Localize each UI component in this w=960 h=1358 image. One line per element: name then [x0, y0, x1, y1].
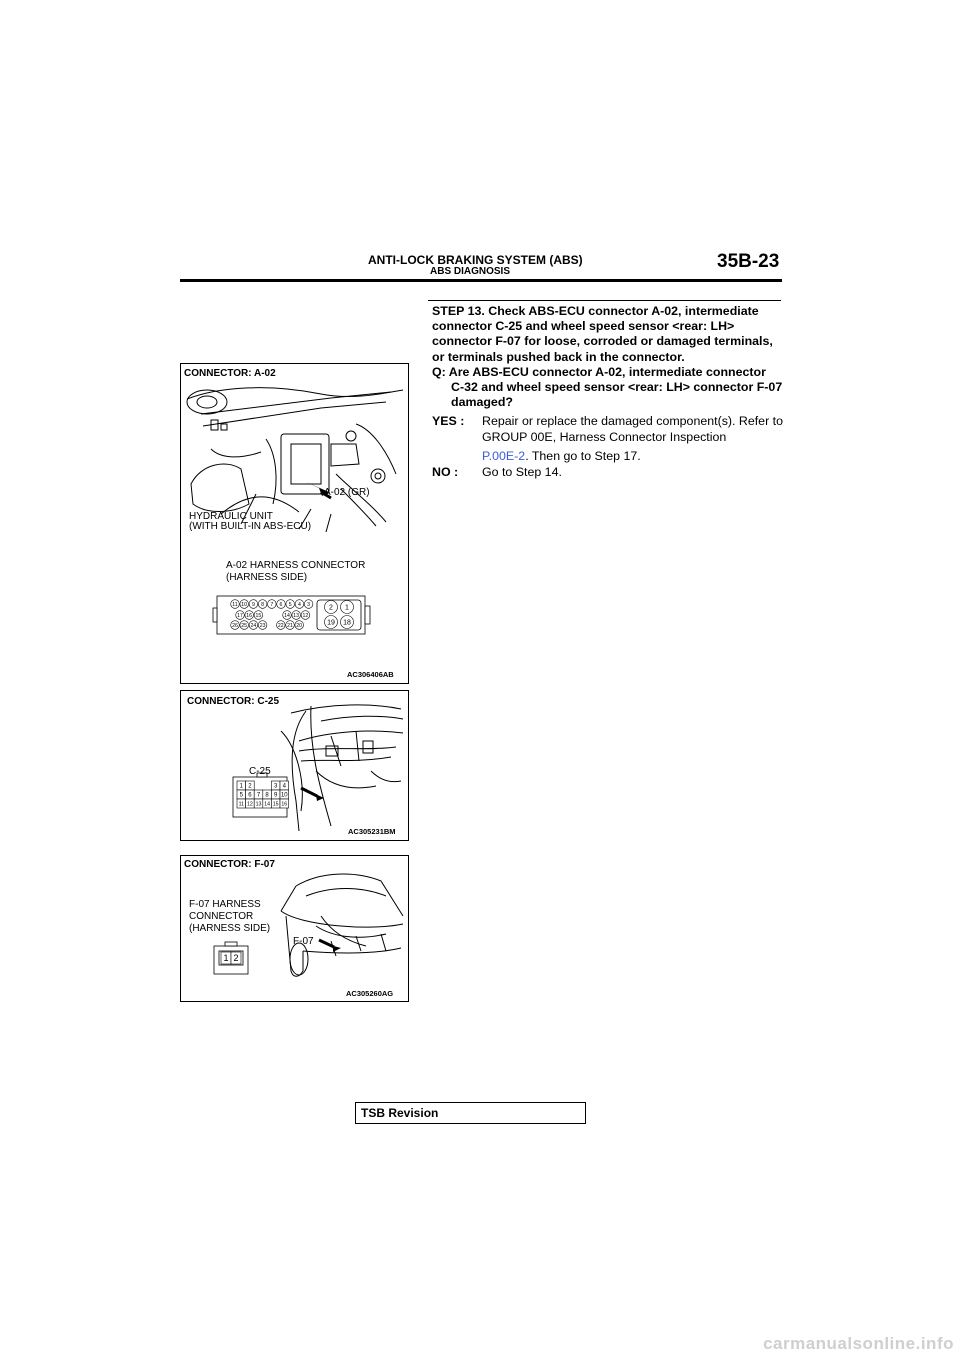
c25-pin-13: 13: [255, 801, 262, 808]
c25-connector-label: C-25: [249, 766, 271, 777]
figure-c25-id: AC305231BM: [348, 827, 396, 836]
section-subtitle: ABS DIAGNOSIS: [430, 266, 511, 277]
a02-pin-11: 11: [232, 601, 238, 608]
c25-pin-3: 3: [274, 783, 278, 790]
a02-pin-1: 1: [345, 604, 349, 612]
a02-pin-4: 4: [297, 601, 301, 608]
a02-pin-12: 12: [302, 612, 309, 619]
a02-pin-2: 2: [329, 604, 333, 612]
yes-text: Repair or replace the damaged component(s). Refer to GROUP 00E, Harness Connector Inspection P.00E-2. Then go to Step 17.: [482, 414, 783, 463]
a02-pin-13: 13: [293, 612, 300, 619]
c25-pin-12: 12: [247, 801, 253, 808]
a02-pin-25: 25: [241, 622, 248, 629]
watermark: carmanualsonline.info: [763, 1334, 954, 1353]
c25-pin-2: 2: [248, 783, 252, 790]
f07-pin-2: 2: [233, 953, 239, 964]
a02-pin-6: 6: [279, 601, 283, 608]
step-heading: STEP 13. Check ABS-ECU connector A-02, intermediate connector C-25 and wheel speed sensor <rear: LH> connector F-07 for loose, corroded or damaged terminals, or terminals pushed back in the connector.: [432, 304, 773, 364]
c25-pin-6: 6: [248, 792, 252, 799]
a02-pin-21: 21: [287, 622, 293, 629]
c25-pin-16: 16: [281, 801, 288, 808]
a02-harness-label-2: (HARNESS SIDE): [226, 572, 308, 583]
c25-pin-10: 10: [280, 792, 288, 799]
step-rule: [428, 300, 781, 301]
section-title: ANTI-LOCK BRAKING SYSTEM (ABS): [368, 253, 583, 267]
a02-pin-17: 17: [237, 612, 243, 619]
a02-pin-14: 14: [284, 612, 290, 619]
figure-c25-title: CONNECTOR: C-25: [187, 696, 280, 707]
c25-pin-1: 1: [239, 783, 243, 790]
no-text: Go to Step 14.: [482, 465, 562, 480]
a02-pin-22: 22: [277, 622, 284, 629]
question-rest: C-32 and wheel speed sensor <rear: LH> connector F-07 damaged?: [451, 380, 783, 410]
figure-f07-id: AC305260AG: [346, 989, 394, 998]
a02-pin-16: 16: [246, 612, 253, 619]
a02-pin-20: 20: [296, 622, 303, 629]
link-p00e-2[interactable]: P.00E-2: [482, 448, 526, 463]
c25-pin-8: 8: [265, 792, 269, 799]
tsb-revision-label: TSB Revision: [361, 1106, 439, 1120]
a02-pin-7: 7: [270, 601, 274, 608]
a02-pin-15: 15: [255, 612, 262, 619]
a02-harness-label-1: A-02 HARNESS CONNECTOR: [226, 560, 366, 571]
hydraulic-unit-label-1: HYDRAULIC UNIT: [189, 511, 273, 522]
figure-connector-a02: [180, 363, 409, 684]
no-label: NO :: [432, 465, 459, 480]
figure-connector-f07: [180, 855, 409, 1002]
figure-a02-title: CONNECTOR: A-02: [184, 368, 276, 379]
a02-pin-18: 18: [343, 619, 351, 627]
step-question: [432, 365, 784, 411]
c25-pin-14: 14: [264, 801, 270, 808]
a02-pin-8: 8: [261, 601, 265, 608]
header-rule: [180, 279, 782, 282]
page-number: 35B-23: [717, 251, 780, 272]
a02-pin-3: 3: [307, 601, 311, 608]
c25-pin-5: 5: [239, 792, 243, 799]
yes-label: YES :: [432, 414, 465, 429]
tsb-revision-box: [355, 1102, 586, 1124]
c25-pin-9: 9: [274, 792, 278, 799]
a02-arrow-label: A-02 (GR): [324, 487, 370, 498]
f07-harness-label-3: (HARNESS SIDE): [189, 923, 271, 934]
a02-pin-layout: [181, 364, 408, 683]
f07-harness-label-2: CONNECTOR: [189, 911, 254, 922]
step-13-block: [432, 304, 784, 480]
figure-connector-c25: [180, 690, 409, 841]
a02-pin-5: 5: [288, 601, 292, 608]
a02-pin-9: 9: [251, 601, 255, 608]
figure-a02-id: AC306406AB: [347, 670, 394, 679]
a02-pin-26: 26: [232, 622, 238, 629]
c25-pin-4: 4: [282, 783, 286, 790]
c25-pin-7: 7: [256, 792, 261, 799]
a02-pin-23: 23: [259, 622, 266, 629]
question-prefix: Q: Are ABS-ECU connector A-02, intermediate connector: [432, 364, 766, 379]
figure-f07-title: CONNECTOR: F-07: [184, 859, 275, 870]
f07-pin-1: 1: [223, 953, 229, 964]
a02-pin-19: 19: [327, 619, 335, 627]
yes-answer: [432, 414, 784, 464]
hydraulic-unit-label-2: (WITH BUILT-IN ABS-ECU): [189, 521, 312, 532]
f07-harness-label-1: F-07 HARNESS: [189, 899, 261, 910]
a02-pin-24: 24: [250, 622, 257, 629]
c25-pin-15: 15: [272, 801, 279, 808]
c25-pin-11: 11: [238, 801, 244, 808]
no-answer: [432, 465, 784, 480]
dashboard-wiring-illustration: [181, 691, 408, 840]
f07-arrow-label: F-07: [293, 936, 314, 947]
a02-pin-10: 10: [241, 601, 248, 608]
